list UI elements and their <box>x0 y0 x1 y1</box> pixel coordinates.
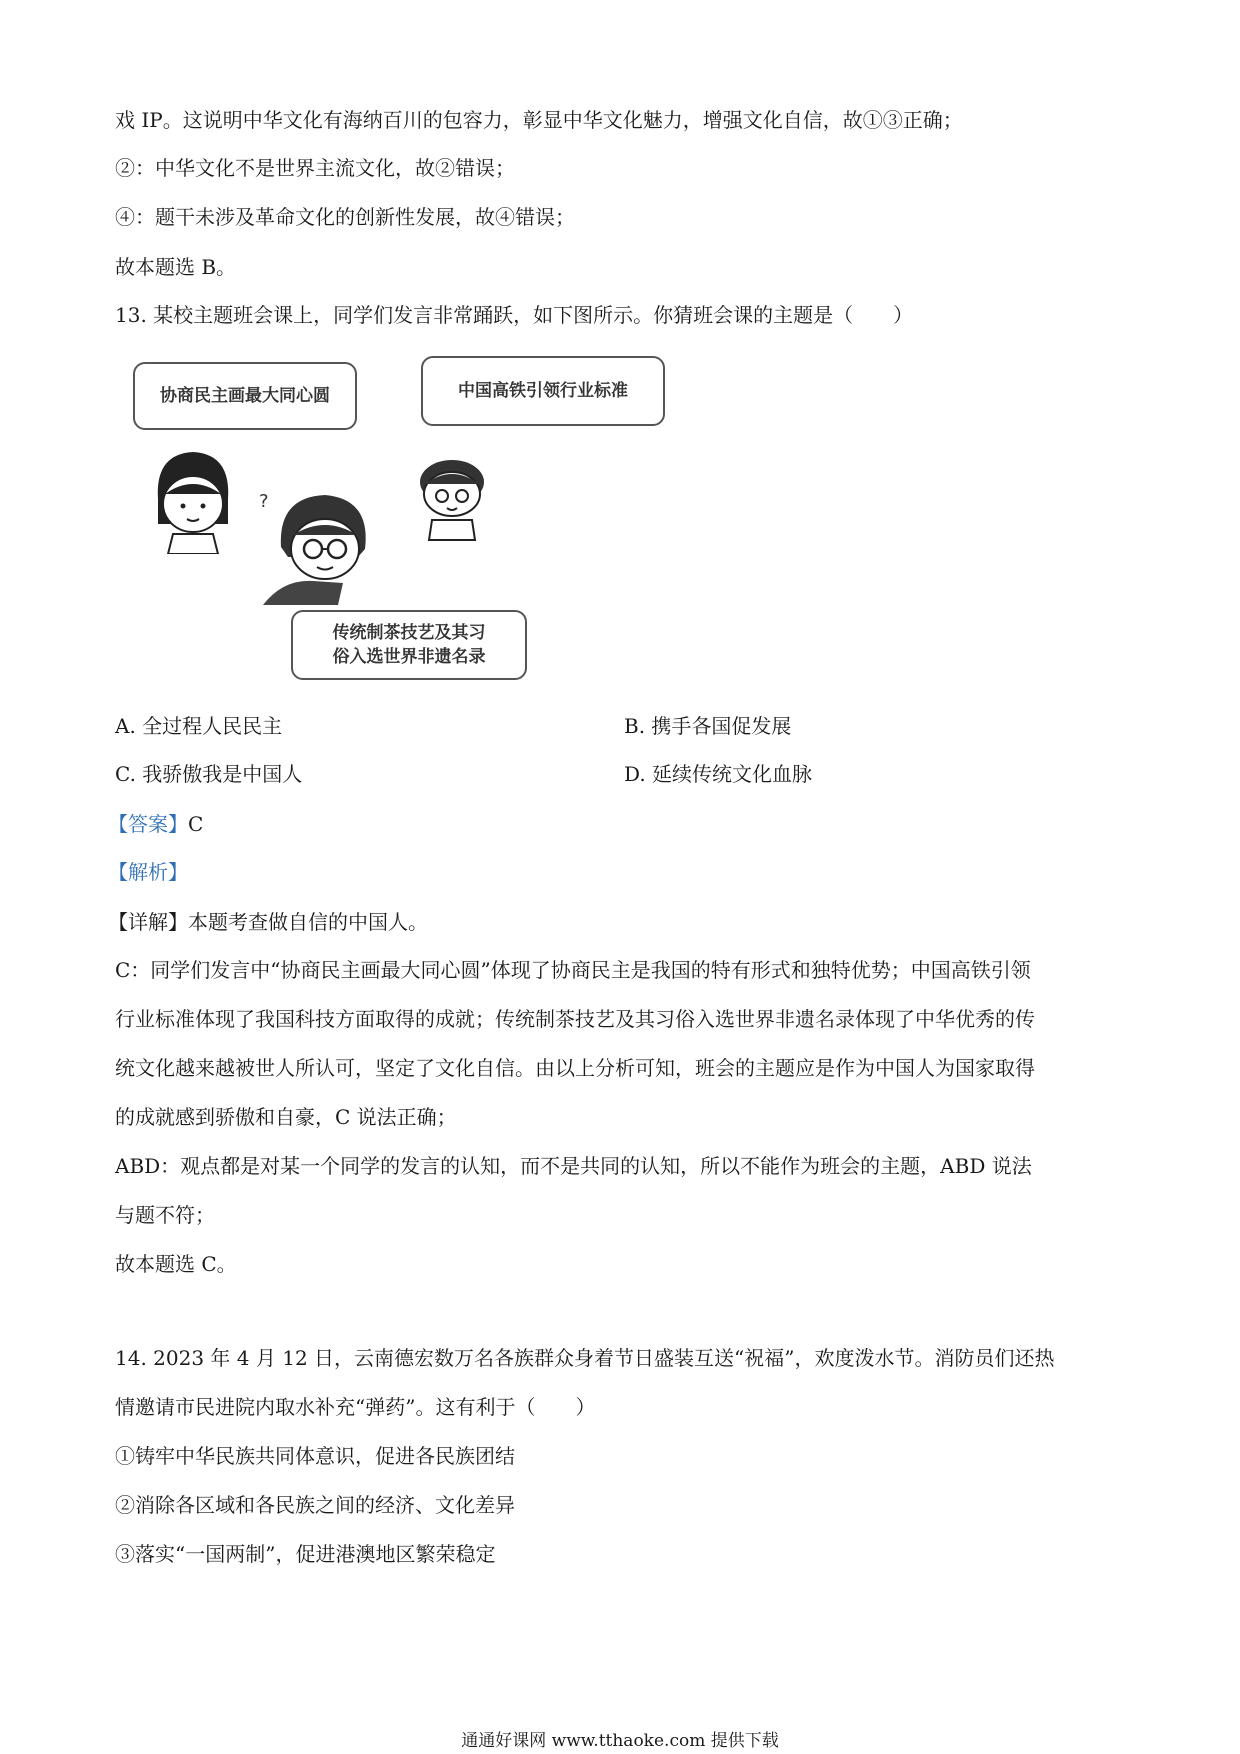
speech-bubble-bottom: 传统制茶技艺及其习 俗入选世界非遗名录 <box>291 610 527 680</box>
analysis-label: 【解析】 <box>108 860 188 884</box>
explain-line: 故本题选 C。 <box>115 1252 237 1276</box>
detail-line <box>108 908 428 936</box>
detail-text: 本题考查做自信的中国人。 <box>188 910 428 934</box>
question-13-figure <box>115 352 675 687</box>
speech-bubble-right: 中国高铁引领行业标准 <box>421 356 665 426</box>
page-footer: 通通好课网 www.tthaoke.com 提供下载 <box>461 1731 779 1751</box>
boy-cartoon-icon <box>407 442 497 542</box>
text-line: ②：中华文化不是世界主流文化，故②错误； <box>115 156 515 180</box>
option-c: C. 我骄傲我是中国人 <box>115 762 303 786</box>
question-14-item: ②消除各区域和各民族之间的经济、文化差异 <box>115 1493 515 1517</box>
option-a: A. 全过程人民民主 <box>115 714 283 738</box>
explain-line: ABD：观点都是对某一个同学的发言的认知，而不是共同的认知，所以不能作为班会的主题，ABD 说法 <box>115 1154 1032 1178</box>
svg-text:?: ? <box>259 491 269 512</box>
boy-with-glasses-cartoon-icon <box>253 487 393 607</box>
answer-line <box>108 810 203 838</box>
question-13-stem: 13. 某校主题班会课上，同学们发言非常踊跃，如下图所示。你猜班会课的主题是（ ） <box>115 303 914 327</box>
text-line: 戏 IP。这说明中华文化有海纳百川的包容力，彰显中华文化魅力，增强文化自信，故①③正确； <box>115 108 963 132</box>
girl-cartoon-icon <box>143 444 243 554</box>
answer-label: 【答案】 <box>108 812 188 836</box>
question-14-stem: 14. 2023 年 4 月 12 日，云南德宏数万名各族群众身着节日盛装互送“祝福”，欢度泼水节。消防员们还热 <box>115 1346 1055 1370</box>
explain-line: 的成就感到骄傲和自豪，C 说法正确； <box>115 1105 457 1129</box>
question-14-item: ③落实“一国两制”，促进港澳地区繁荣稳定 <box>115 1542 496 1566</box>
text-line: ④：题干未涉及革命文化的创新性发展，故④错误； <box>115 205 575 229</box>
text-line: 故本题选 B。 <box>115 255 237 279</box>
detail-label: 【详解】 <box>108 910 188 934</box>
question-14-stem: 情邀请市民进院内取水补充“弹药”。这有利于（ ） <box>115 1395 596 1419</box>
explain-line: C：同学们发言中“协商民主画最大同心圆”体现了协商民主是我国的特有形式和独特优势；中国高铁引领 <box>115 958 1031 982</box>
explain-line: 行业标准体现了我国科技方面取得的成就；传统制茶技艺及其习俗入选世界非遗名录体现了中华优秀的传 <box>115 1007 1035 1031</box>
answer-value: C <box>188 812 204 836</box>
option-d: D. 延续传统文化血脉 <box>624 762 813 786</box>
question-14-item: ①铸牢中华民族共同体意识，促进各民族团结 <box>115 1444 515 1468</box>
explain-line: 与题不符； <box>115 1203 215 1227</box>
explain-line: 统文化越来越被世人所认可，坚定了文化自信。由以上分析可知，班会的主题应是作为中国人为国家取得 <box>115 1056 1035 1080</box>
speech-bubble-left: 协商民主画最大同心圆 <box>133 362 357 430</box>
option-b: B. 携手各国促发展 <box>624 714 792 738</box>
